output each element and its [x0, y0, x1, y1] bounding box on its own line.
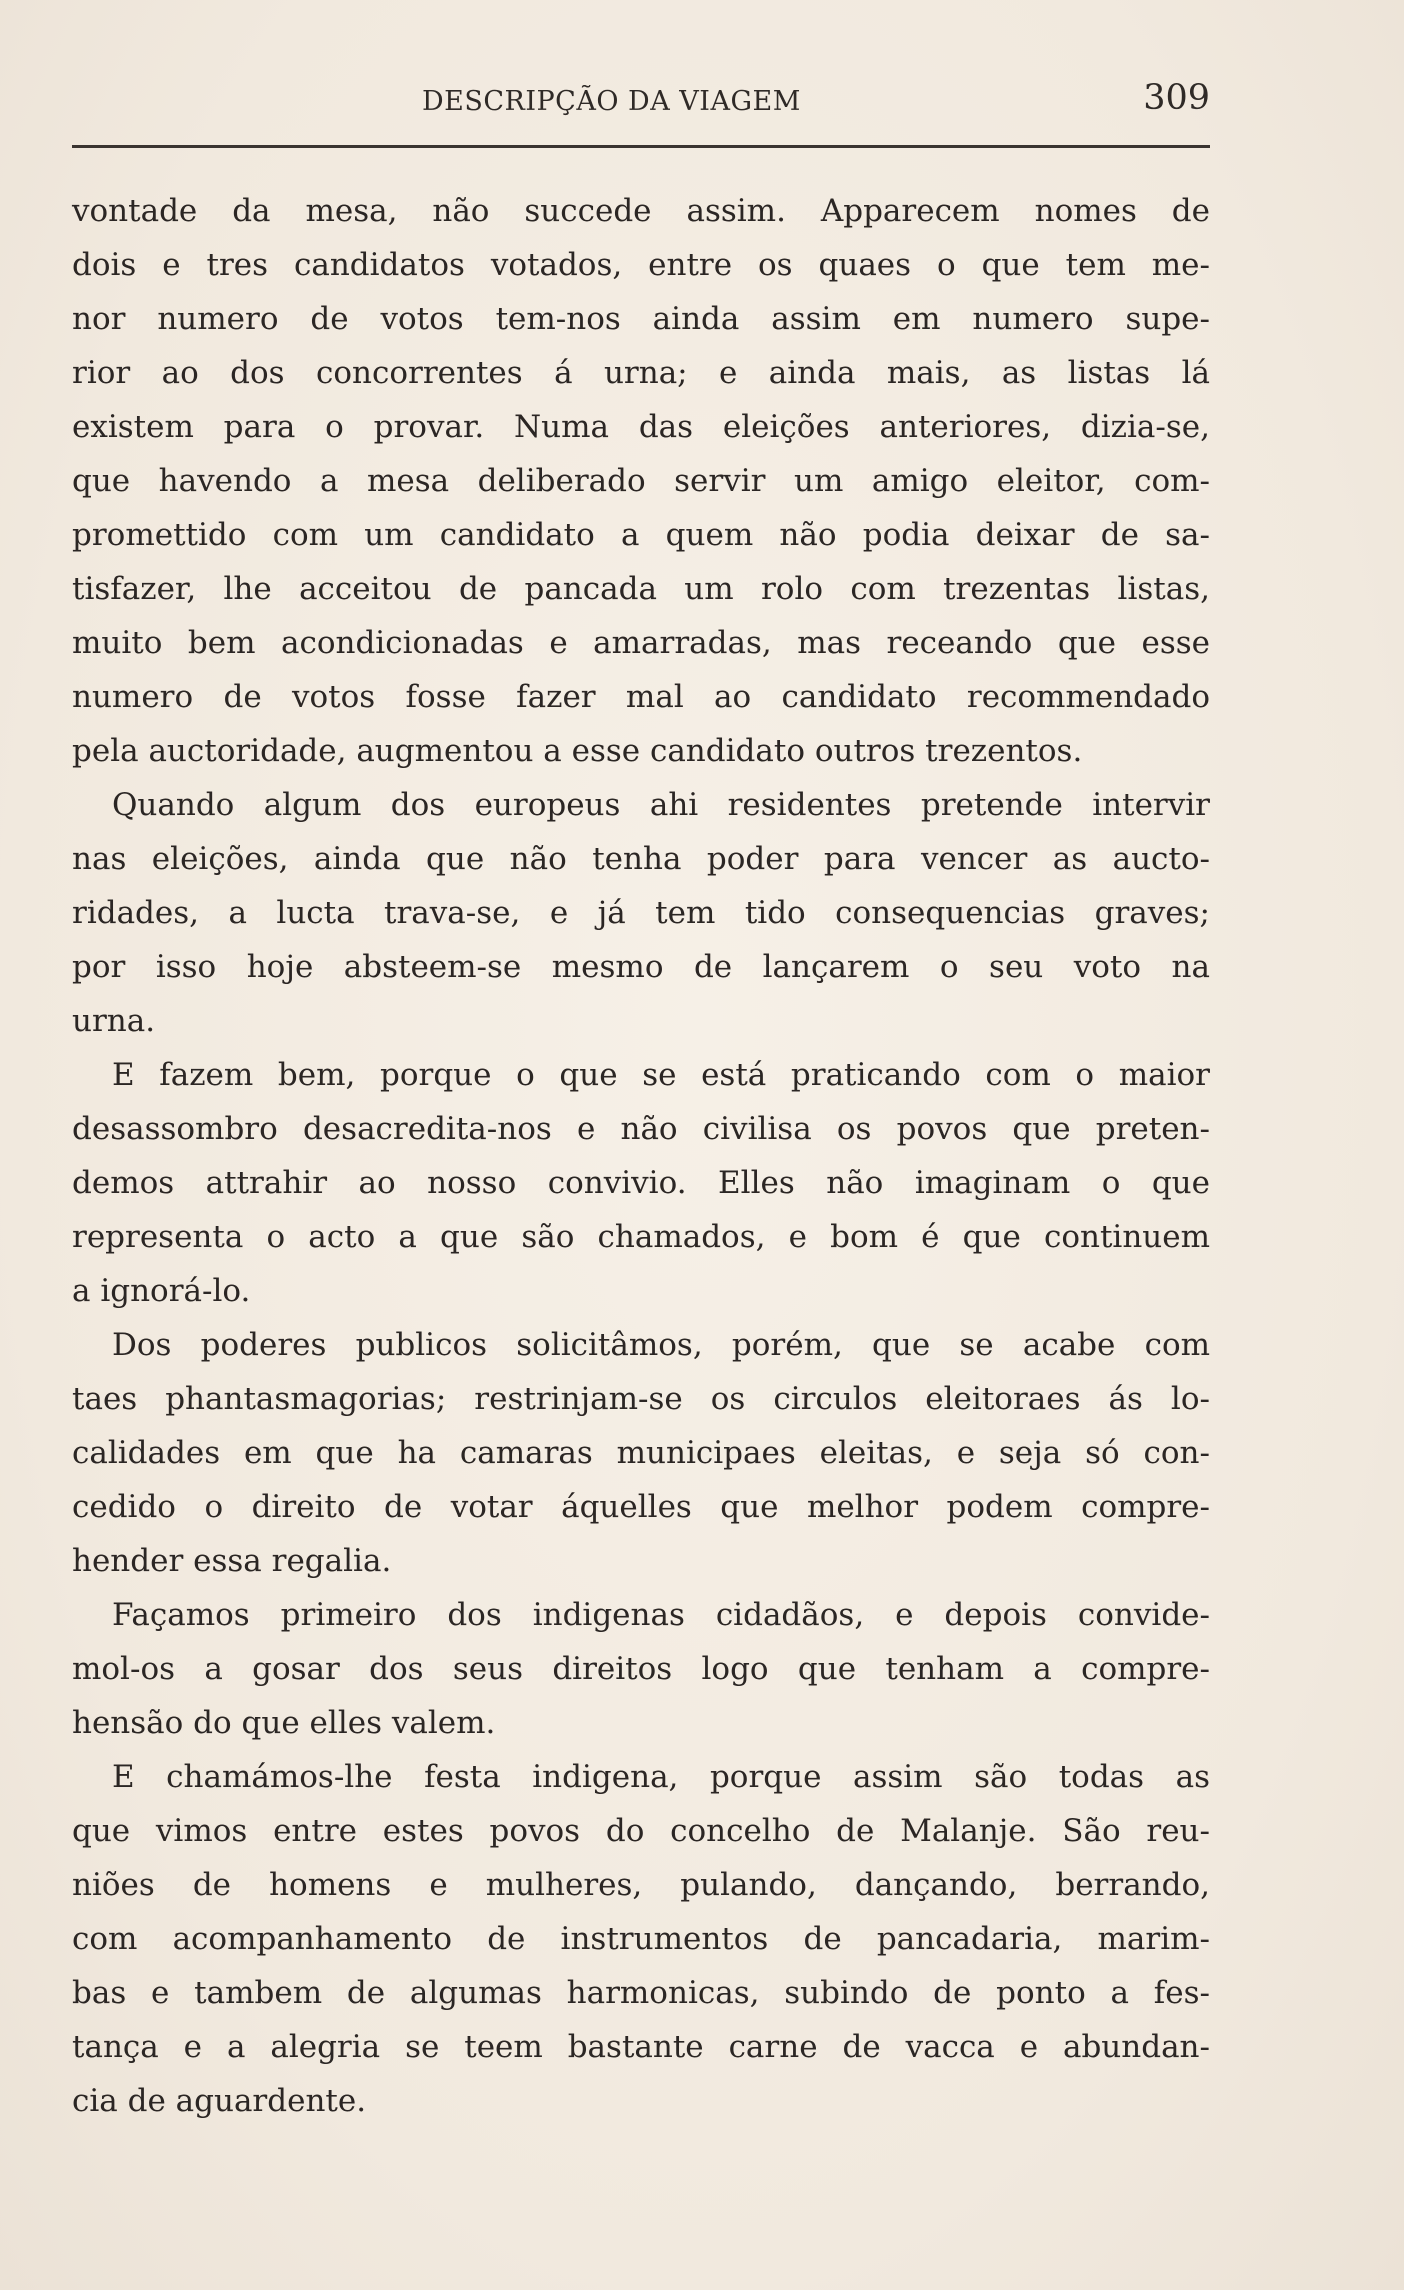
text-line: urna. [72, 1003, 156, 1039]
text-line: ridades, a lucta trava-se, e já tem tido consequencias graves; [72, 895, 1210, 931]
text-line: niões de homens e mulheres, pulando, dançando, berrando, [72, 1867, 1210, 1903]
page-number: 309 [1143, 78, 1210, 118]
text-line: numero de votos fosse fazer mal ao candidato recommendado [72, 679, 1210, 715]
text-line: rior ao dos concorrentes á urna; e ainda mais, as listas lá [72, 355, 1210, 391]
text-line: existem para o provar. Numa das eleições anteriores, dizia-se, [72, 409, 1210, 445]
text-line: vontade da mesa, não succede assim. Apparecem nomes de [72, 193, 1210, 229]
text-line: taes phantasmagorias; restrinjam-se os circulos eleitoraes ás lo- [72, 1381, 1210, 1417]
text-line: cedido o direito de votar áquelles que melhor podem compre- [72, 1489, 1210, 1525]
text-line: promettido com um candidato a quem não podia deixar de sa- [72, 517, 1210, 553]
text-line: pela auctoridade, augmentou a esse candidato outros trezentos. [72, 733, 1083, 769]
text-line: desassombro desacredita-nos e não civilisa os povos que preten- [72, 1111, 1210, 1147]
text-line: E chamámos-lhe festa indigena, porque assim são todas as [112, 1759, 1210, 1795]
text-line: mol-os a gosar dos seus direitos logo que tenham a compre- [72, 1651, 1210, 1687]
text-line: demos attrahir ao nosso convivio. Elles não imaginam o que [72, 1165, 1210, 1201]
text-line: muito bem acondicionadas e amarradas, mas receando que esse [72, 625, 1210, 661]
text-line: que havendo a mesa deliberado servir um amigo eleitor, com- [72, 463, 1210, 499]
text-line: tança e a alegria se teem bastante carne de vacca e abundan- [72, 2029, 1210, 2065]
text-line: calidades em que ha camaras municipaes eleitas, e seja só con- [72, 1435, 1210, 1471]
text-line: E fazem bem, porque o que se está praticando com o maior [112, 1057, 1210, 1093]
body-text [72, 184, 1210, 2128]
text-line: a ignorá-lo. [72, 1273, 251, 1309]
page-header [72, 78, 1210, 126]
text-line: representa o acto a que são chamados, e bom é que continuem [72, 1219, 1210, 1255]
text-line: nor numero de votos tem-nos ainda assim em numero supe- [72, 301, 1210, 337]
text-line: hender essa regalia. [72, 1543, 392, 1579]
text-line: que vimos entre estes povos do concelho de Malanje. São reu- [72, 1813, 1210, 1849]
text-line: nas eleições, ainda que não tenha poder para vencer as aucto- [72, 841, 1210, 877]
text-line: Dos poderes publicos solicitâmos, porém, que se acabe com [112, 1327, 1210, 1363]
text-line: dois e tres candidatos votados, entre os quaes o que tem me- [72, 247, 1210, 283]
text-line: cia de aguardente. [72, 2083, 367, 2119]
text-line: Quando algum dos europeus ahi residentes pretende intervir [112, 787, 1210, 823]
text-line: Façamos primeiro dos indigenas cidadãos, e depois convide- [112, 1597, 1210, 1633]
text-line: tisfazer, lhe acceitou de pancada um rolo com trezentas listas, [72, 571, 1210, 607]
running-head: DESCRIPÇÃO DA VIAGEM [422, 86, 801, 117]
header-rule [72, 145, 1210, 148]
text-line: por isso hoje absteem-se mesmo de lançarem o seu voto na [72, 949, 1210, 985]
text-line: com acompanhamento de instrumentos de pancadaria, marim- [72, 1921, 1210, 1957]
text-line: bas e tambem de algumas harmonicas, subindo de ponto a fes- [72, 1975, 1210, 2011]
text-line: hensão do que elles valem. [72, 1705, 496, 1741]
